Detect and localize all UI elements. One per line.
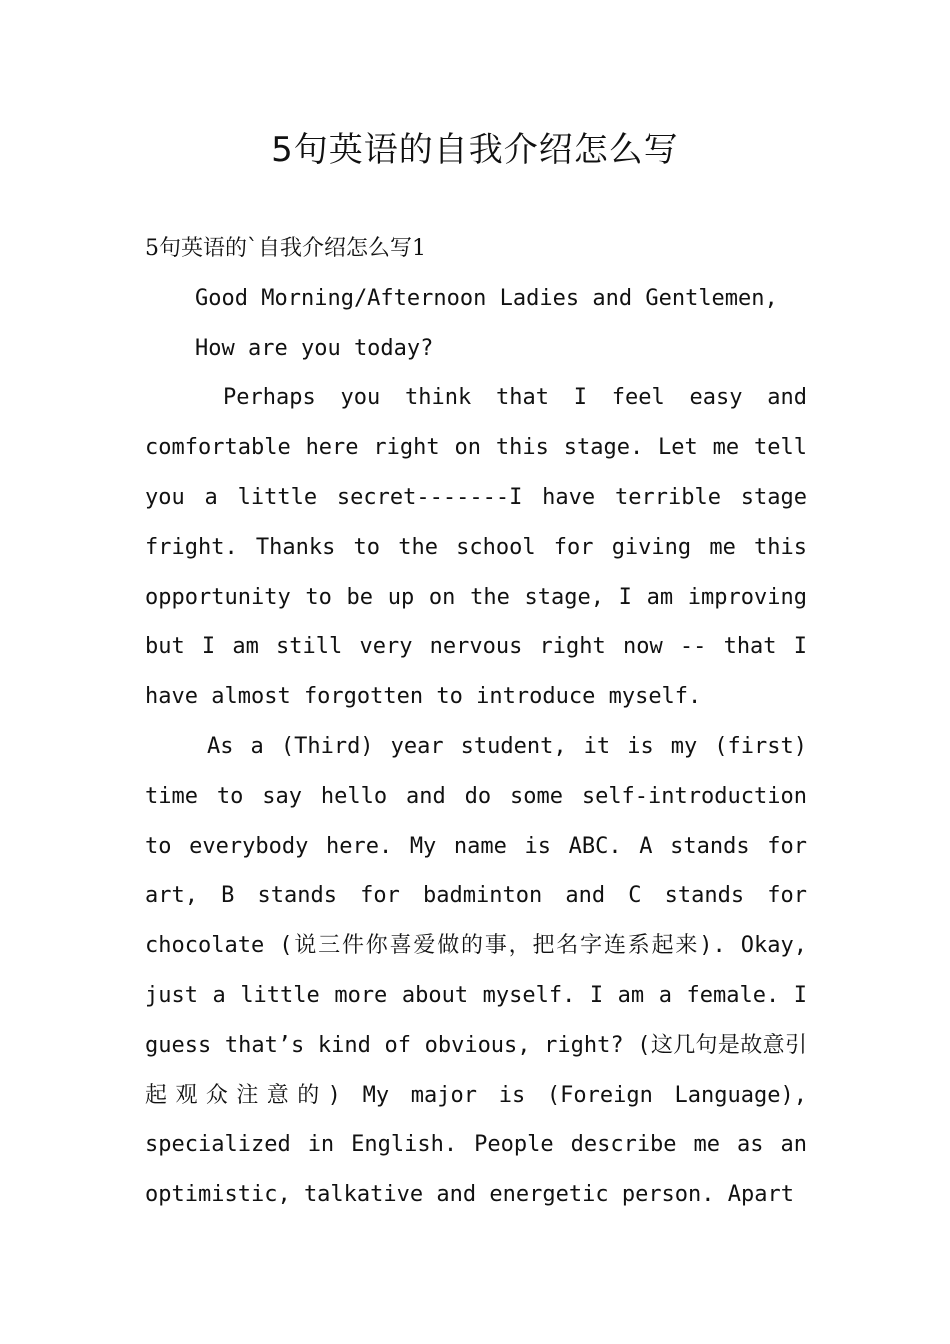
- paragraph-introduction: As a (Third) year student, it is my (first) time to say hello and do some self-introduction to everybody here. My name is ABC. A stands for art, B stands for badminton and C stands for chocolate (说三件你喜爱做的事，把名字连系起来). Okay, just a little more about myself. I am a female. I guess that’s kind of obvious, right? (这几句是故意引起观众注意的) My major is (Foreign Language), specialized in English. People describe me as an optimistic, talkative and energetic person. Apart: [145, 733, 807, 1208]
- greeting-line: Good Morning/Afternoon Ladies and Gentlemen,: [195, 285, 778, 311]
- section-heading: 5句英语的`自我介绍怎么写1: [145, 236, 426, 261]
- document-title: 5句英语的自我介绍怎么写: [271, 130, 679, 170]
- document-body: [145, 224, 807, 1220]
- question-line: How are you today?: [195, 335, 434, 361]
- paragraph-stage-fright: Perhaps you think that I feel easy and comfortable here right on this stage. Let me tell you a little secret-------I have terrible stage fright. Thanks to the school for giving me this opportunity to be up on the stage, I am improving but I am still very nervous right now -- that I have almost forgotten to introduce myself.: [145, 385, 807, 710]
